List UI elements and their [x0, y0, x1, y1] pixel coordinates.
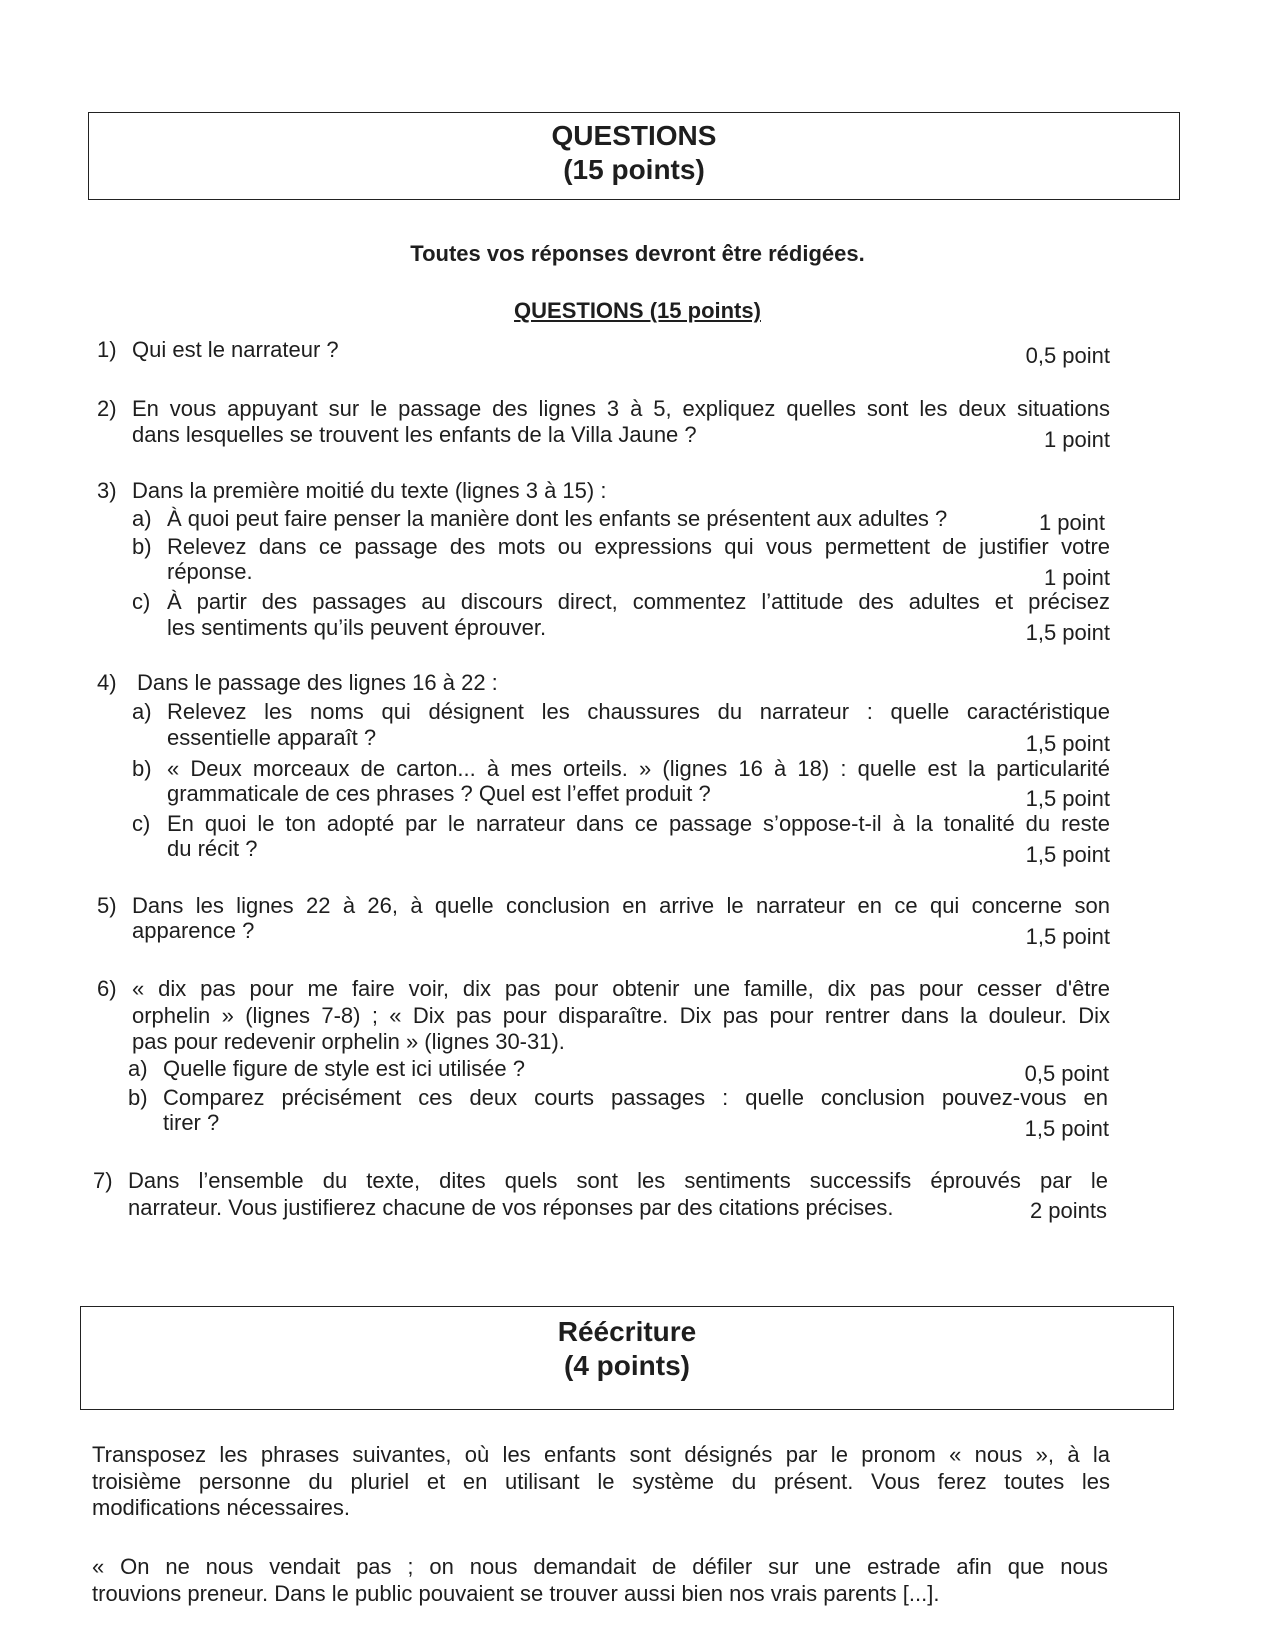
question-number: 3) — [97, 478, 117, 503]
question-number: 5) — [97, 893, 117, 918]
paragraph-line: trouvions preneur. Dans le public pouvaient se trouver aussi bien nos vrais parents [...]. — [92, 1581, 940, 1606]
question-text-line: En vous appuyant sur le passage des lignes 3 à 5, expliquez quelles sont les deux situations — [132, 396, 1110, 421]
question-points: 0,5 point — [1025, 343, 1110, 368]
subquestion-text-line: du récit ? — [167, 836, 258, 861]
rewrite-header-box — [80, 1306, 1174, 1410]
question-points: 1,5 point — [1025, 924, 1110, 949]
question-text: Qui est le narrateur ? — [132, 337, 339, 362]
question-text-line: apparence ? — [132, 918, 255, 943]
subquestion-letter: c) — [132, 589, 151, 614]
subquestion-points: 1,5 point — [1025, 620, 1110, 645]
subquestion-text-line: tirer ? — [163, 1110, 220, 1135]
subquestion-letter: a) — [128, 1056, 148, 1081]
subquestion-letter: b) — [132, 756, 152, 781]
question-points: 2 points — [1029, 1198, 1107, 1223]
question-number: 2) — [97, 396, 117, 421]
question-text-line: « dix pas pour me faire voir, dix pas pour obtenir une famille, dix pas pour cesser d'être — [132, 976, 1110, 1001]
rewrite-points: (4 points) — [564, 1350, 690, 1381]
subquestion-letter: b) — [128, 1085, 148, 1110]
subquestion-text-line: les sentiments qu’ils peuvent éprouver. — [167, 615, 547, 640]
subquestion-letter: c) — [132, 811, 151, 836]
subquestion-text-line: essentielle apparaît ? — [167, 725, 377, 750]
questions-header-box — [88, 112, 1180, 200]
question-text-line: narrateur. Vous justifierez chacune de vos réponses par des citations précises. — [128, 1195, 894, 1220]
subquestion-text-line: Relevez les noms qui désignent les chaussures du narrateur : quelle caractéristique — [167, 699, 1110, 724]
question-number: 7) — [93, 1168, 113, 1193]
rewrite-title: Réécriture — [557, 1316, 697, 1347]
question-text-line: Dans les lignes 22 à 26, à quelle conclusion en arrive le narrateur en ce qui concerne son — [132, 893, 1110, 918]
subquestion-points: 1 point — [1043, 565, 1110, 590]
question-number: 4) — [97, 670, 117, 695]
subquestion-points: 1,5 point — [1024, 1116, 1109, 1141]
question-number: 1) — [97, 337, 117, 362]
subquestion-text-line: Comparez précisément ces deux courts passages : quelle conclusion pouvez-vous en — [163, 1085, 1108, 1110]
header-title: QUESTIONS — [551, 120, 717, 151]
paragraph-line: « On ne nous vendait pas ; on nous demandait de défiler sur une estrade afin que nous — [92, 1554, 1108, 1579]
paragraph-line: modifications nécessaires. — [92, 1495, 351, 1520]
subquestion-points: 1,5 point — [1025, 731, 1110, 756]
question-text-line: orphelin » (lignes 7-8) ; « Dix pas pour disparaître. Dix pas pour rentrer dans la douleur. Dix — [132, 1003, 1110, 1028]
paragraph-line: Transposez les phrases suivantes, où les enfants sont désignés par le pronom « nous », à la — [92, 1442, 1110, 1467]
question-text-line: pas pour redevenir orphelin » (lignes 30-31). — [132, 1029, 565, 1054]
subquestion-letter: a) — [132, 699, 152, 724]
question-text-line: Dans l’ensemble du texte, dites quels sont les sentiments successifs éprouvés par le — [128, 1168, 1108, 1193]
subquestion-text: À quoi peut faire penser la manière dont les enfants se présentent aux adultes ? — [167, 506, 948, 531]
subquestion-letter: b) — [132, 534, 152, 559]
subquestion-text-line: Relevez dans ce passage des mots ou expressions qui vous permettent de justifier votre — [167, 534, 1110, 559]
paragraph-line: troisième personne du pluriel et en utilisant le système du présent. Vous ferez toutes les — [92, 1469, 1110, 1494]
subquestion-text-line: grammaticale de ces phrases ? Quel est l’effet produit ? — [167, 781, 711, 806]
subquestion-text-line: « Deux morceaux de carton... à mes orteils. » (lignes 16 à 18) : quelle est la particularité — [167, 756, 1110, 781]
subquestion-text-line: réponse. — [167, 559, 253, 584]
question-number: 6) — [97, 976, 117, 1001]
instruction: Toutes vos réponses devront être rédigées. — [410, 241, 865, 266]
subquestion-points: 1 point — [1038, 510, 1105, 535]
subquestion-points: 0,5 point — [1024, 1061, 1109, 1086]
subquestion-text-line: En quoi le ton adopté par le narrateur dans ce passage s’oppose-t-il à la tonalité du reste — [167, 811, 1110, 836]
question-text-line: dans lesquelles se trouvent les enfants de la Villa Jaune ? — [132, 422, 697, 447]
header-points: (15 points) — [563, 154, 705, 185]
question-points: 1 point — [1043, 427, 1110, 452]
subquestion-letter: a) — [132, 506, 152, 531]
subquestion-points: 1,5 point — [1025, 786, 1110, 811]
question-text: Dans la première moitié du texte (lignes 3 à 15) : — [132, 478, 607, 503]
subquestion-text-line: À partir des passages au discours direct, commentez l’attitude des adultes et précisez — [167, 589, 1110, 614]
question-text: Dans le passage des lignes 16 à 22 : — [137, 670, 498, 695]
subtitle: QUESTIONS (15 points) — [514, 298, 761, 323]
subquestion-points: 1,5 point — [1025, 842, 1110, 867]
subquestion-text: Quelle figure de style est ici utilisée ? — [163, 1056, 525, 1081]
